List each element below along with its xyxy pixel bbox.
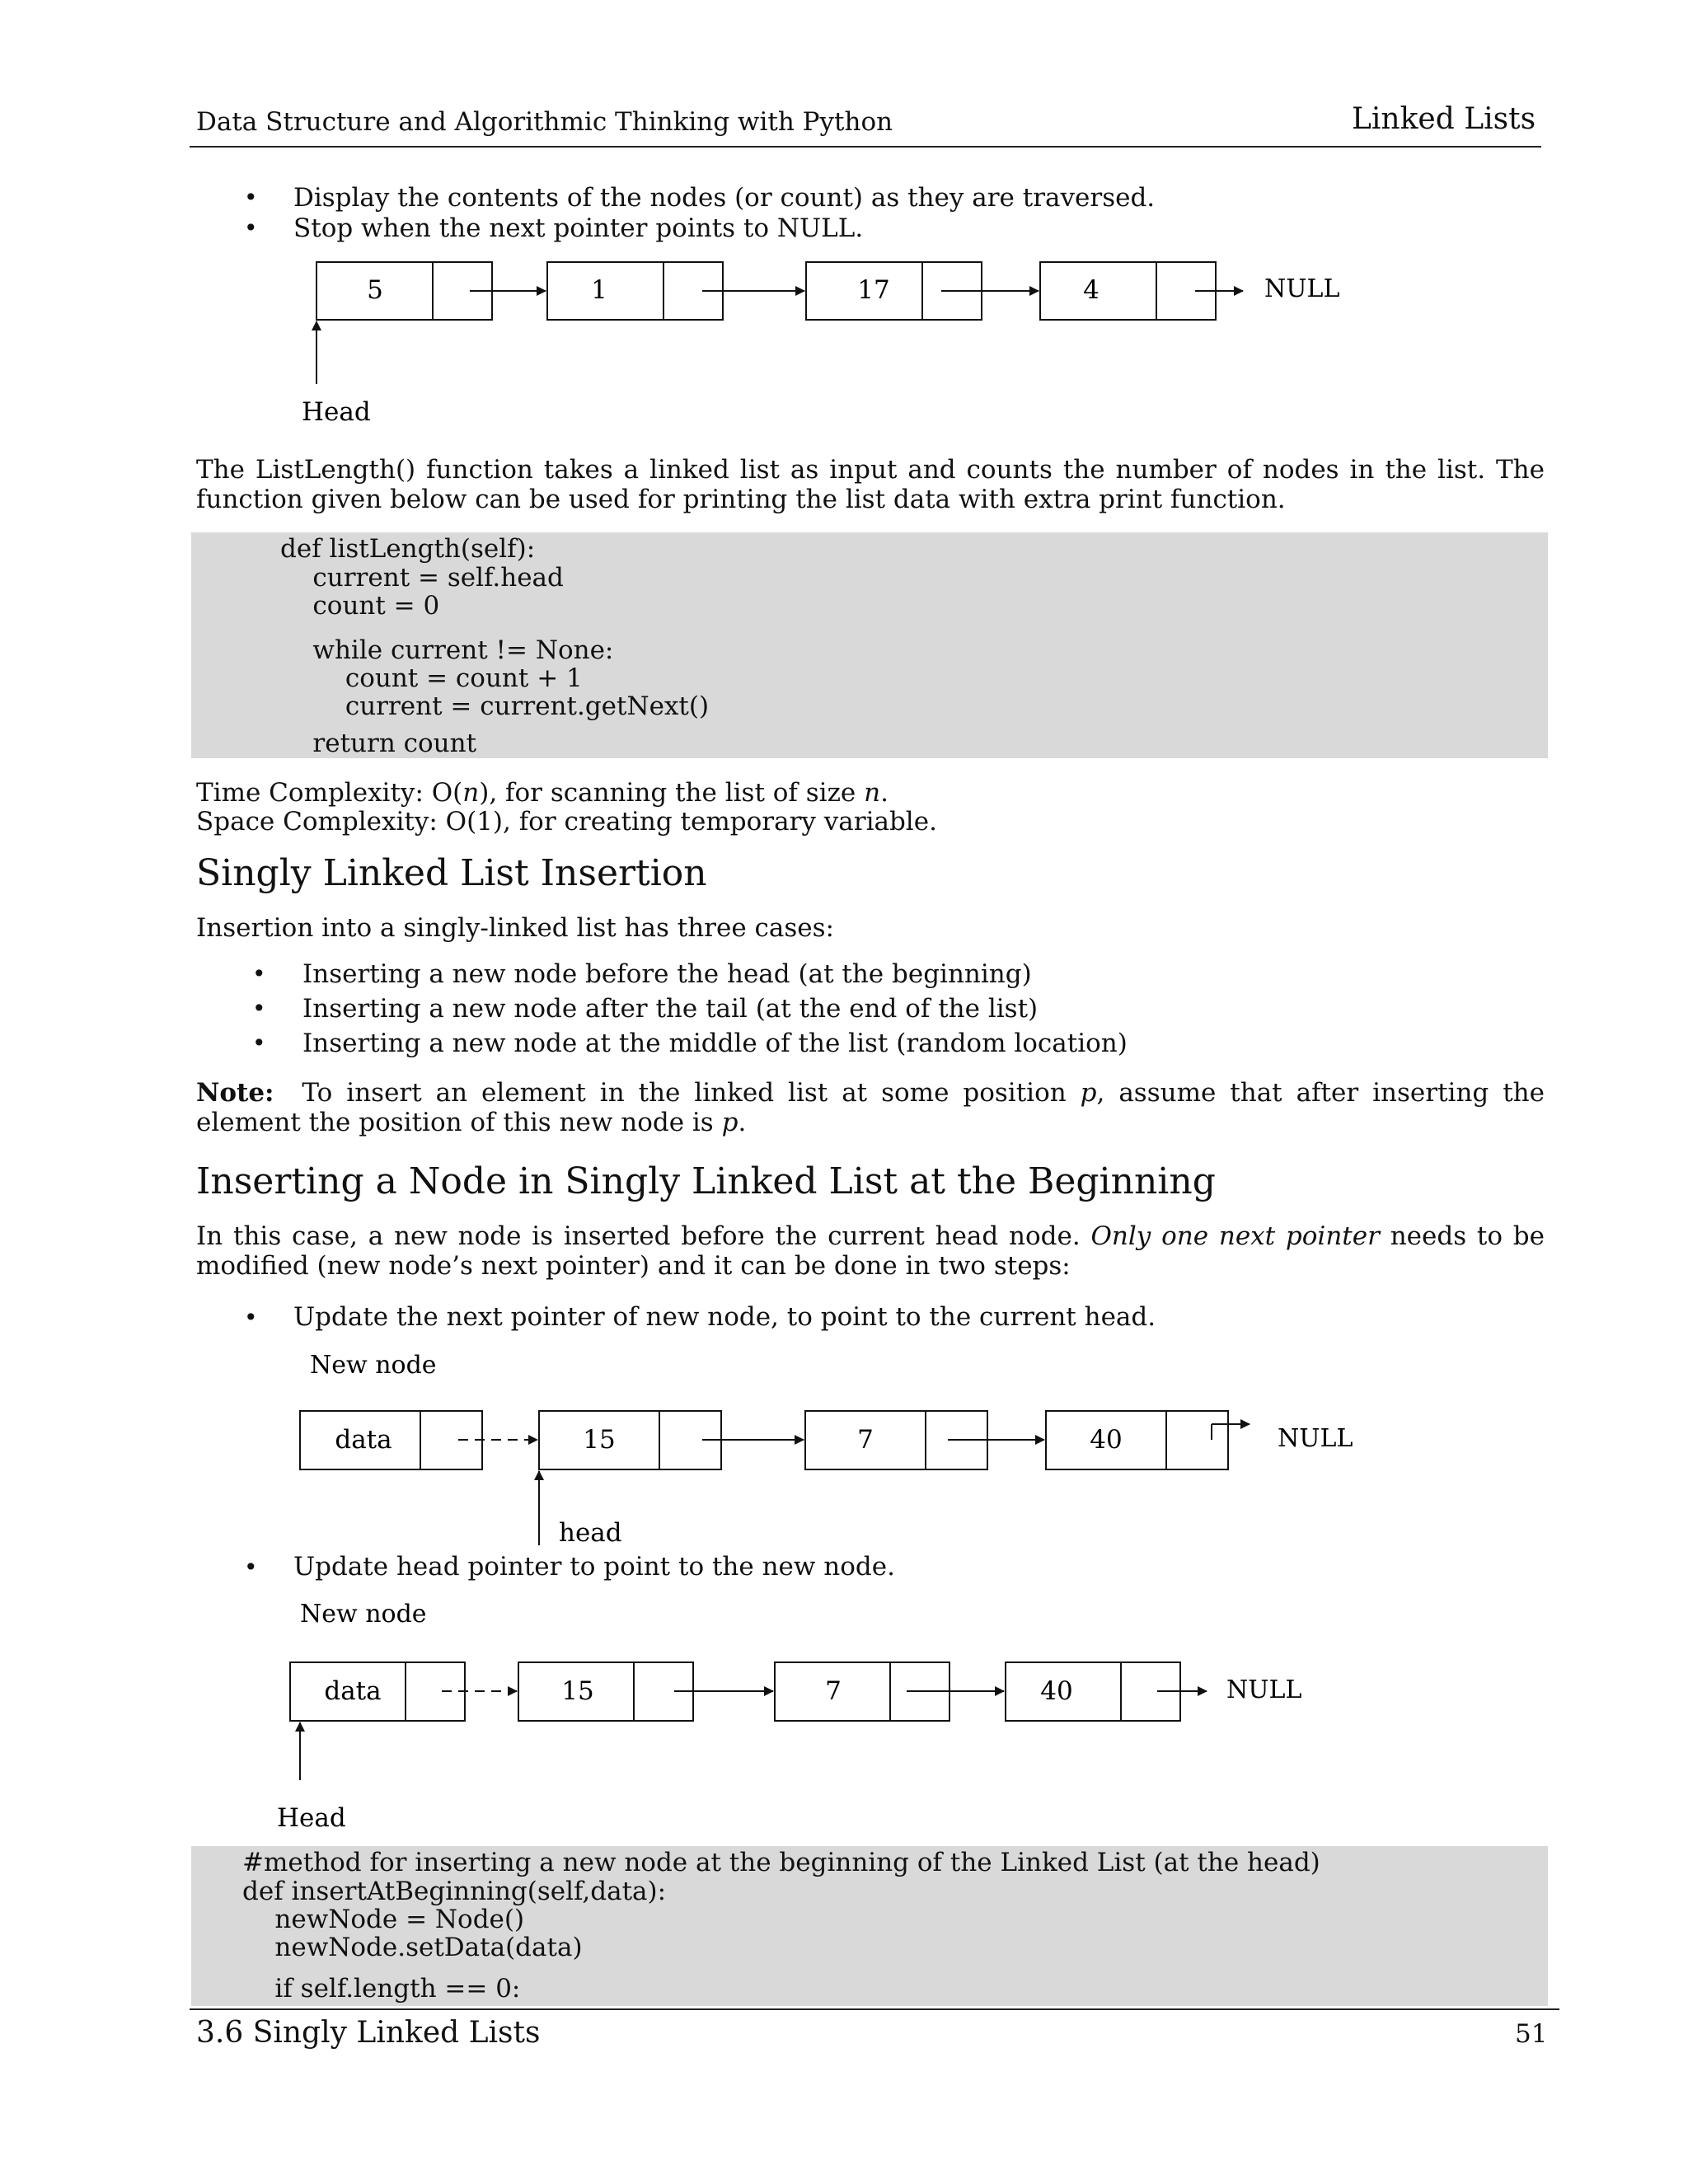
- insertion-case: Inserting a new node at the middle of the list (random location): [302, 1029, 1128, 1058]
- insertion-case: Inserting a new node after the tail (at the end of the list): [302, 994, 1039, 1024]
- node-value: 17: [857, 275, 890, 305]
- list-length-intro: The ListLength() function takes a linked list as input and counts the number of nodes in the list. The function given below can be used for printing the list data with extra print function.: [196, 455, 1545, 514]
- bullet-dot: •: [244, 214, 258, 241]
- insertion-intro: Insertion into a singly-linked list has three cases:: [196, 913, 834, 943]
- code-line: return count: [280, 729, 477, 758]
- bullet-dot: •: [252, 995, 266, 1022]
- bullet-dot: •: [244, 184, 258, 211]
- code-line: newNode.setData(data): [242, 1933, 583, 1962]
- at-beginning-intro: In this case, a new node is inserted before the current head node. Only one next pointer needs to be modified (new node’s next pointer) and it can be done in two steps:: [196, 1221, 1545, 1281]
- node-value: 7: [825, 1676, 842, 1706]
- new-node-label: New node: [300, 1600, 427, 1629]
- null-label: NULL: [1264, 274, 1340, 303]
- code-line: current = self.head: [280, 563, 564, 593]
- head-label: head: [559, 1518, 622, 1548]
- node-value: 15: [561, 1676, 594, 1706]
- next-pointer-arrow: [316, 291, 1243, 384]
- head-label: Head: [277, 1803, 346, 1833]
- node-value: 40: [1090, 1425, 1123, 1455]
- new-node-data: data: [324, 1676, 382, 1706]
- code-line: count = 0: [280, 591, 440, 621]
- code-line: if self.length == 0:: [242, 1974, 521, 2004]
- traversal-bullet-1: Display the contents of the nodes (or count) as they are traversed.: [293, 183, 1156, 213]
- chapter-title: Linked Lists: [1352, 102, 1536, 136]
- node-value: 15: [583, 1425, 616, 1455]
- node-value: 4: [1083, 275, 1100, 305]
- footer-rule: [190, 2008, 1559, 2010]
- space-complexity: Space Complexity: O(1), for creating temporary variable.: [196, 807, 937, 837]
- new-node-data: data: [335, 1425, 392, 1455]
- at-beginning-heading: Inserting a Node in Singly Linked List at the Beginning: [196, 1160, 1216, 1202]
- new-node-label: New node: [310, 1351, 437, 1380]
- bullet-dot: •: [252, 960, 266, 987]
- null-label: NULL: [1226, 1675, 1302, 1704]
- code-line: #method for inserting a new node at the beginning of the Linked List (at the head): [242, 1848, 1320, 1877]
- step-1: Update the next pointer of new node, to point to the current head.: [293, 1302, 1156, 1332]
- null-label: NULL: [1278, 1424, 1353, 1453]
- code-line: newNode = Node(): [242, 1905, 525, 1934]
- time-complexity: Time Complexity: O(n), for scanning the list of size n.: [196, 778, 889, 808]
- node-value: 1: [591, 275, 607, 305]
- code-line: def insertAtBeginning(self,data):: [242, 1877, 667, 1906]
- head-label: Head: [302, 397, 371, 427]
- code-line: while current != None:: [280, 635, 614, 665]
- code-line: current = current.getNext(): [280, 691, 710, 721]
- step-2: Update head pointer to point to the new node.: [293, 1552, 895, 1582]
- footer-section: 3.6 Singly Linked Lists: [196, 2016, 541, 2050]
- insertion-note: Note: To insert an element in the linked list at some position p, assume that after inserting the element the position of this new node is p.: [196, 1078, 1545, 1137]
- insertion-case: Inserting a new node before the head (at the beginning): [302, 959, 1032, 989]
- node-value: 7: [857, 1425, 874, 1455]
- insert-at-beginning-code: [191, 1846, 1548, 2006]
- page-number: 51: [1515, 2019, 1548, 2049]
- node-value: 40: [1040, 1676, 1073, 1706]
- bullet-dot: •: [244, 1304, 258, 1331]
- code-line: def listLength(self):: [280, 534, 536, 564]
- bullet-dot: •: [252, 1029, 266, 1057]
- book-title: Data Structure and Algorithmic Thinking with Python: [196, 107, 893, 137]
- code-line: count = count + 1: [280, 663, 583, 693]
- node-value: 5: [367, 275, 383, 305]
- list-length-code: [191, 532, 1548, 758]
- insertion-heading: Singly Linked List Insertion: [196, 852, 707, 894]
- bullet-dot: •: [244, 1554, 258, 1581]
- traversal-bullet-2: Stop when the next pointer points to NULL.: [293, 213, 864, 243]
